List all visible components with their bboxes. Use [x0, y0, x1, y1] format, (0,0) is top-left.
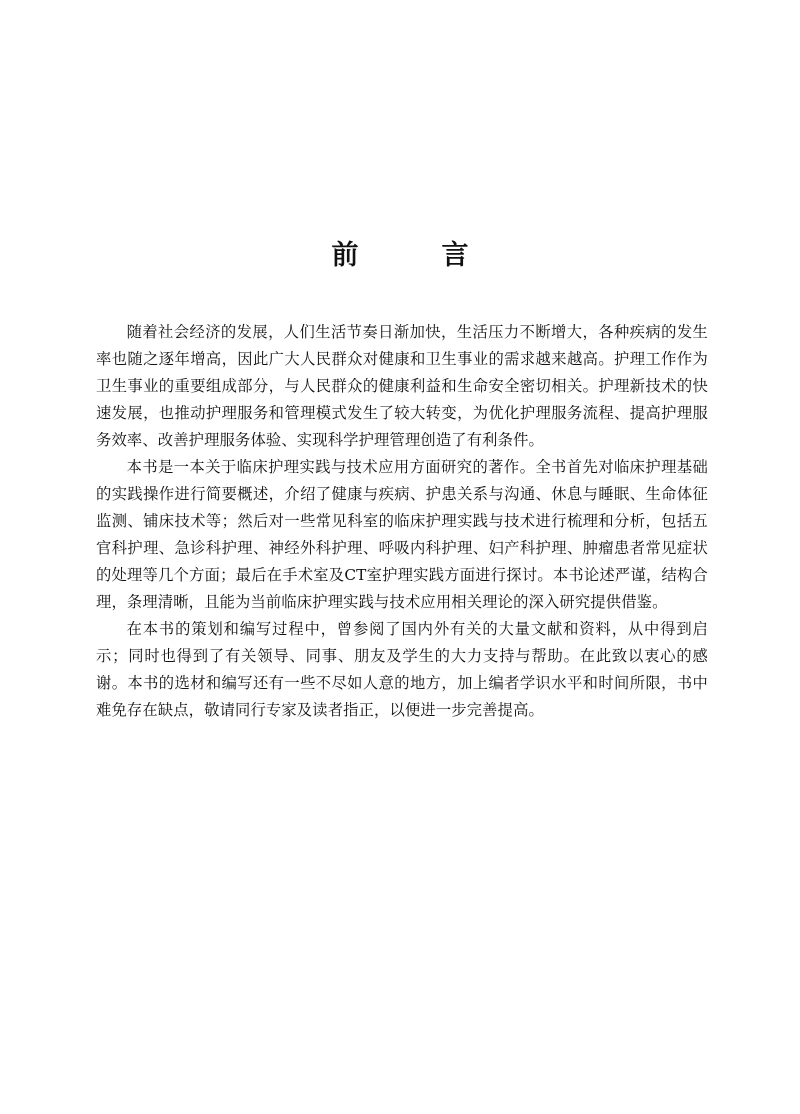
paragraph-3: 在本书的策划和编写过程中，曾参阅了国内外有关的大量文献和资料，从中得到启示；同时也得到了有关领导、同事、朋友及学生的大力支持与帮助。在此致以衷心的感谢。本书的选材和编写还有一些不尽如人意的地方，加上编者学识水平和时间所限，书中难免存在缺点，敬请同行专家及读者指正，以便进一步完善提高。 [96, 620, 708, 719]
paragraph-2: 本书是一本关于临床护理实践与技术应用方面研究的著作。全书首先对临床护理基础的实践操作进行简要概述，介绍了健康与疾病、护患关系与沟通、休息与睡眠、生命体征监测、铺床技术等；然后对一些常见科室的临床护理实践与技术进行梳理和分析，包括五官科护理、急诊科护理、神经外科护理、呼吸内科护理、妇产科护理、肿瘤患者常见症状的处理等几个方面；最后在手术室及CT室护理实践方面进行探讨。本书论述严谨，结构合理，条理清晰，且能为当前临床护理实践与技术应用相关理论的深入研究提供借鉴。 [96, 458, 708, 611]
preface-body [96, 319, 708, 724]
page-title: 前 言 [331, 240, 497, 272]
paragraph-1: 随着社会经济的发展，人们生活节奏日渐加快，生活压力不断增大，各种疾病的发生率也随之逐年增高，因此广大人民群众对健康和卫生事业的需求越来越高。护理工作作为卫生事业的重要组成部分，与人民群众的健康利益和生命安全密切相关。护理新技术的快速发展，也推动护理服务和管理模式发生了较大转变，为优化护理服务流程、提高护理服务效率、改善护理服务体验、实现科学护理管理创造了有利条件。 [96, 323, 708, 449]
